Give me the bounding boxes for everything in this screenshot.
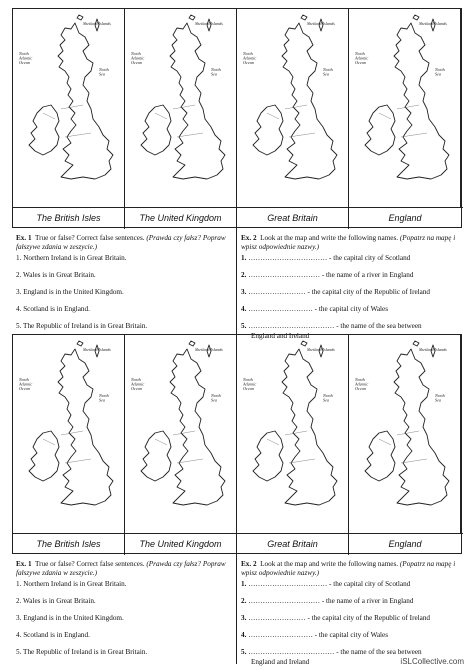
ex1-item: 4. Scotland is in England.: [16, 305, 90, 313]
label-shetland: Shetland Islands: [83, 347, 111, 352]
ex2-instruction-pl: (Popatrz na mapę i wpisz odpowiednie nazwy.): [241, 560, 456, 577]
label-north-sea: North Sea: [435, 67, 445, 77]
caption-row: [13, 533, 463, 555]
label-shetland: Shetland Islands: [195, 21, 223, 26]
caption-england: England: [388, 213, 422, 223]
ex1-item: 3. England is in the United Kingdom.: [16, 288, 124, 296]
british-isles-map: [13, 335, 125, 533]
divider: [236, 228, 237, 338]
ex1-instruction-pl: (Prawda czy fałsz? Popraw fałszywe zdania w zeszycie.): [16, 560, 226, 577]
ex1-instruction-pl: (Prawda czy fałsz? Popraw fałszywe zdania w zeszycie.): [16, 234, 226, 251]
ex2-instruction: Look at the map and write the following names.: [260, 234, 399, 242]
british-isles-map: [13, 9, 125, 207]
worksheet-top: [12, 8, 462, 340]
ex1-instruction: True or false? Correct false sentences.: [35, 560, 145, 568]
ex2-item: 5. ……………………………… - the name of the sea between: [241, 322, 422, 330]
label-north-atlantic: North Atlantic Ocean: [243, 51, 257, 66]
ireland-outline: [253, 105, 283, 155]
map-cell: [349, 9, 461, 207]
ex1-number: Ex. 1: [16, 234, 32, 242]
label-shetland: Shetland Islands: [83, 21, 111, 26]
label-shetland: Shetland Islands: [307, 347, 335, 352]
caption-british-isles: The British Isles: [13, 208, 125, 229]
island-outline: [413, 15, 419, 20]
label-north-atlantic: North Atlantic Ocean: [131, 377, 145, 392]
label-shetland: Shetland Islands: [419, 21, 447, 26]
label-shetland: Shetland Islands: [419, 347, 447, 352]
british-isles-map: [349, 9, 461, 207]
british-isles-map: [349, 335, 461, 533]
label-north-sea: North Sea: [323, 67, 333, 77]
ex2-instruction: Look at the map and write the following names.: [260, 560, 399, 568]
island-outline: [189, 341, 195, 346]
caption-british-isles: The British Isles: [13, 534, 125, 555]
ex2-item: 1. …………………………… - the capital city of Scotland: [241, 254, 411, 262]
divider: [236, 554, 237, 664]
map-cell: [13, 335, 125, 533]
caption-row: [13, 207, 463, 229]
ex2-item-5-continued: England and Ireland: [251, 332, 310, 340]
ex2-item: 1. …………………………… - the capital city of Scotland: [241, 580, 411, 588]
island-outline: [77, 15, 83, 20]
british-isles-map: [237, 335, 349, 533]
island-outline: [77, 341, 83, 346]
map-cell: [125, 9, 237, 207]
ex2-item: 5. ……………………………… - the name of the sea between: [241, 648, 422, 656]
footer-watermark: iSLCollective.com: [400, 657, 464, 666]
ex1-item: 1. Northern Ireland is in Great Britain.: [16, 254, 127, 262]
british-isles-map: [125, 9, 237, 207]
ex1-number: Ex. 1: [16, 560, 32, 568]
great-britain-outline: [170, 23, 225, 179]
great-britain-outline: [58, 23, 113, 179]
island-outline: [189, 15, 195, 20]
map-cell: [237, 335, 349, 533]
map-cell: [349, 335, 461, 533]
island-outline: [301, 15, 307, 20]
great-britain-outline: [394, 349, 449, 505]
ex2-item: 3. …………………… - the capital city of the Republic of Ireland: [241, 288, 431, 296]
caption-great-britain: Great Britain: [237, 208, 349, 229]
map-cell: [125, 335, 237, 533]
ex2-item: 2. ………………………… - the name of a river in England: [241, 597, 414, 605]
great-britain-outline: [58, 349, 113, 505]
ex2-item: 2. ………………………… - the name of a river in England: [241, 271, 414, 279]
great-britain-outline: [394, 23, 449, 179]
label-north-atlantic: North Atlantic Ocean: [355, 377, 369, 392]
ex2-item: 3. …………………… - the capital city of the Republic of Ireland: [241, 614, 431, 622]
ireland-outline: [365, 105, 395, 155]
ex1-item: 2. Wales is in Great Britain.: [16, 597, 96, 605]
ireland-outline: [141, 431, 171, 481]
ex1-instruction: True or false? Correct false sentences.: [35, 234, 145, 242]
ex1-item: 2. Wales is in Great Britain.: [16, 271, 96, 279]
ex1-item: 3. England is in the United Kingdom.: [16, 614, 124, 622]
great-britain-outline: [170, 349, 225, 505]
map-strip: [12, 334, 462, 554]
label-north-sea: North Sea: [99, 393, 109, 403]
ex1-item: 5. The Republic of Ireland is in Great Britain.: [16, 322, 148, 330]
ex2-item: 4. ……………………… - the capital city of Wales: [241, 305, 389, 313]
great-britain-outline: [282, 23, 337, 179]
caption-united-kingdom: The United Kingdom: [125, 208, 237, 229]
label-north-sea: North Sea: [323, 393, 333, 403]
map-strip: [12, 8, 462, 228]
label-north-sea: North Sea: [211, 393, 221, 403]
label-north-atlantic: North Atlantic Ocean: [131, 51, 145, 66]
island-outline: [301, 341, 307, 346]
label-shetland: Shetland Islands: [195, 347, 223, 352]
label-north-sea: North Sea: [99, 67, 109, 77]
great-britain-outline: [282, 349, 337, 505]
label-shetland: Shetland Islands: [307, 21, 335, 26]
ex1-item: 1. Northern Ireland is in Great Britain.: [16, 580, 127, 588]
map-cell: [13, 9, 125, 207]
caption-england: England: [388, 539, 422, 549]
ex1-item: 5. The Republic of Ireland is in Great Britain.: [16, 648, 148, 656]
map-cell: [237, 9, 349, 207]
label-north-atlantic: North Atlantic Ocean: [19, 51, 33, 66]
ex2-item-5-continued: England and Ireland: [251, 658, 310, 666]
caption-united-kingdom: The United Kingdom: [125, 534, 237, 555]
british-isles-map: [125, 335, 237, 533]
ireland-outline: [29, 431, 59, 481]
label-north-atlantic: North Atlantic Ocean: [19, 377, 33, 392]
ex2-item: 4. ……………………… - the capital city of Wales: [241, 631, 389, 639]
ex2-instruction-pl: (Popatrz na mapę i wpisz odpowiednie nazwy.): [241, 234, 456, 251]
ireland-outline: [141, 105, 171, 155]
ireland-outline: [253, 431, 283, 481]
label-north-atlantic: North Atlantic Ocean: [355, 51, 369, 66]
ex2-number: Ex. 2: [241, 234, 257, 242]
ireland-outline: [365, 431, 395, 481]
ex2-number: Ex. 2: [241, 560, 257, 568]
british-isles-map: [237, 9, 349, 207]
label-north-atlantic: North Atlantic Ocean: [243, 377, 257, 392]
caption-great-britain: Great Britain: [237, 534, 349, 555]
label-north-sea: North Sea: [435, 393, 445, 403]
label-north-sea: North Sea: [211, 67, 221, 77]
island-outline: [413, 341, 419, 346]
ireland-outline: [29, 105, 59, 155]
ex1-item: 4. Scotland is in England.: [16, 631, 90, 639]
